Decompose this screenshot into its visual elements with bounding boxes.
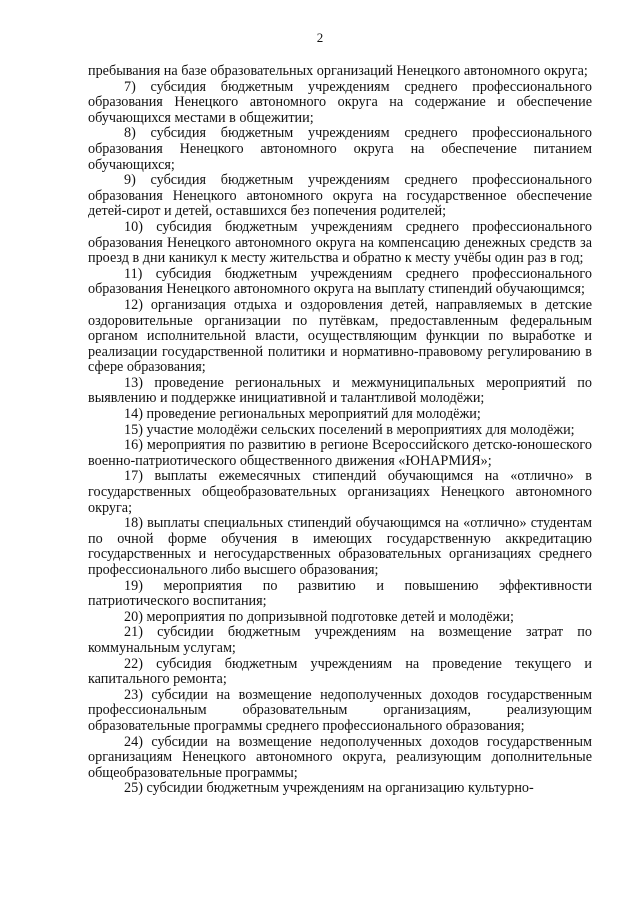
list-item: 10) субсидия бюджетным учреждениям среднего профессионального образования Ненецкого автономного округа на компенсацию денежных средств за проезд в дни каникул к месту жительства и обратно к месту учёбы один раз в год; xyxy=(88,218,592,267)
list-item: 14) проведение региональных мероприятий для молодёжи; xyxy=(124,406,481,423)
list-item: 8) субсидия бюджетным учреждениям среднего профессионального образования Ненецкого автономного округа на обеспечение питанием обучающихся; xyxy=(88,125,592,173)
list-item: 24) субсидии на возмещение недополученных доходов государственным организациям Ненецкого автономного округа, реализующим дополнительные общеобразовательные программы; xyxy=(88,733,592,781)
list-item: 16) мероприятия по развитию в регионе Всероссийского детско-юношеского военно-патриотического общественного движения «ЮНАРМИЯ»; xyxy=(88,437,592,469)
list-item: 25) субсидии бюджетным учреждениям на организацию культурно- xyxy=(124,780,534,797)
list-item: 17) выплаты ежемесячных стипендий обучающимся на «отлично» в государственных общеобразовательных организациях Ненецкого автономного округа; xyxy=(88,468,592,516)
list-item: 23) субсидии на возмещение недополученных доходов государственным профессиональным образовательным организациям, реализующим образовательные программы среднего профессионального образования; xyxy=(88,686,592,734)
list-item: 15) участие молодёжи сельских поселений в мероприятиях для молодёжи; xyxy=(124,421,575,438)
list-item: 11) субсидия бюджетным учреждениям среднего профессионального образования Ненецкого автономного округа на выплату стипендий обучающимся; xyxy=(88,265,592,298)
list-item: 18) выплаты специальных стипендий обучающимся на «отлично» студентам по очной форме обучения в имеющих государственную аккредитацию государственных и негосударственных образовательных организациях среднего профессионального либо высшего образования; xyxy=(88,515,592,578)
list-item: 22) субсидия бюджетным учреждениям на проведение текущего и капитального ремонта; xyxy=(88,655,592,688)
list-item: 13) проведение региональных и межмуниципальных мероприятий по выявлению и поддержке инициативной и талантливой молодёжи; xyxy=(88,374,592,407)
paragraph: пребывания на базе образовательных организаций Ненецкого автономного округа; xyxy=(88,63,588,79)
list-item: 19) мероприятия по развитию и повышению эффективности патриотического воспитания; xyxy=(88,577,592,610)
list-item: 21) субсидии бюджетным учреждениям на возмещение затрат по коммунальным услугам; xyxy=(88,624,592,656)
list-item: 12) организация отдыха и оздоровления детей, направляемых в детские оздоровительные организации по путёвкам, предоставленным федеральным органом исполнительной власти, осуществляющим функции по выработке и реализации государственной политики и нормативно-правовому регулированию в сфере образования; xyxy=(88,296,592,376)
document-body xyxy=(88,64,592,797)
page-number: 2 xyxy=(316,30,324,45)
list-item: 20) мероприятия по допризывной подготовке детей и молодёжи; xyxy=(124,608,514,625)
list-item: 9) субсидия бюджетным учреждениям среднего профессионального образования Ненецкого автономного округа на государственное обеспечение детей-сирот и детей, оставшихся без попечения родителей; xyxy=(88,172,592,220)
list-item: 7) субсидия бюджетным учреждениям среднего профессионального образования Ненецкого автономного округа на содержание и обеспечение обучающихся местами в общежитии; xyxy=(88,78,592,126)
